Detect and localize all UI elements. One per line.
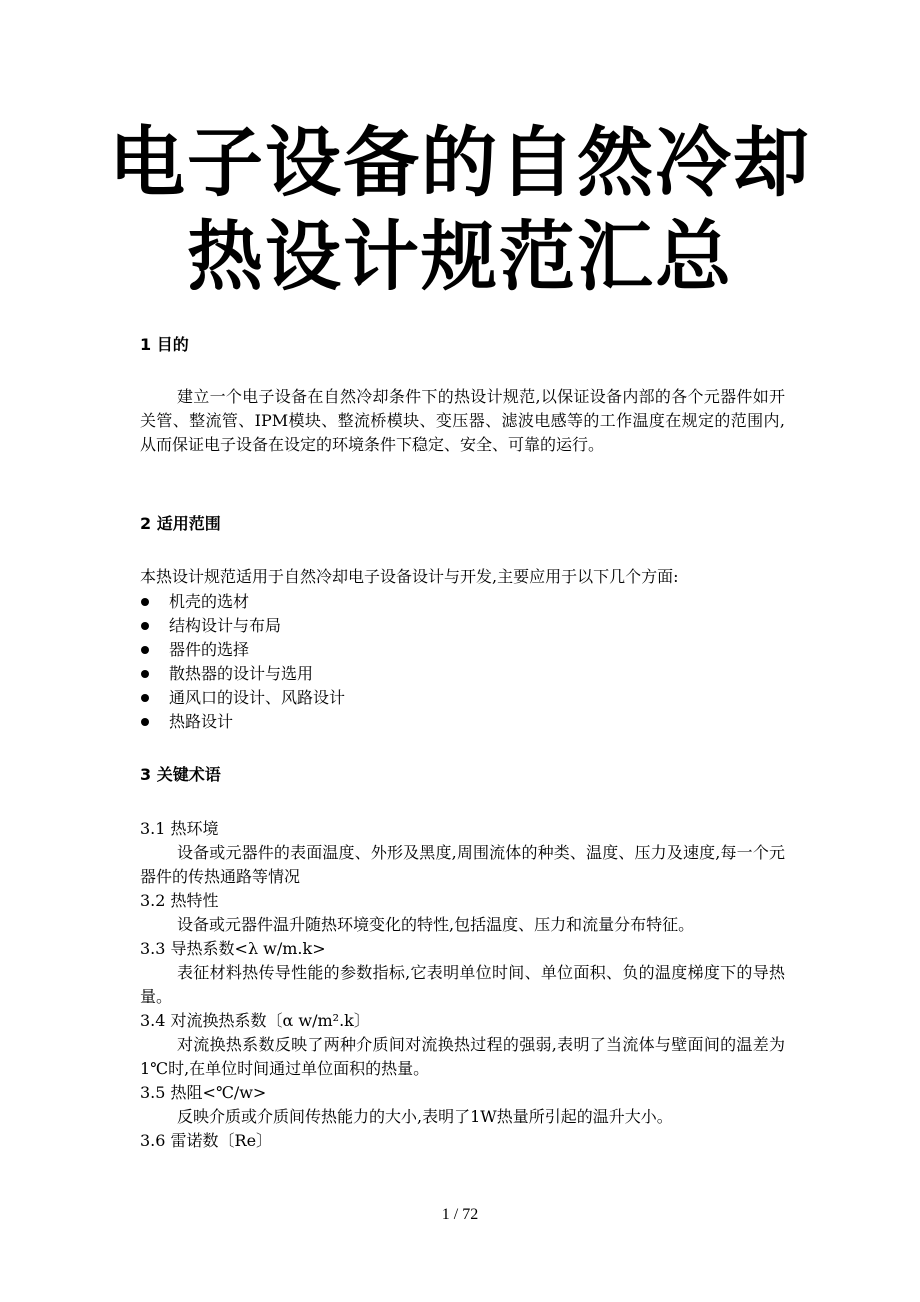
term-3-2-title: 3.2 热特性 <box>140 891 219 910</box>
term-3-1-title: 3.1 热环境 <box>140 819 219 838</box>
term-3-5-text: 反映介质或介质间传热能力的大小,表明了1W热量所引起的温升大小。 <box>177 1107 673 1126</box>
bullet-icon <box>141 694 149 702</box>
term-3-3-title: 3.3 导热系数<λ w/m.k> <box>140 939 326 958</box>
bullet-icon <box>141 598 149 606</box>
page-number: 1 / 72 <box>441 1206 479 1223</box>
term-3-5-title: 3.5 热阻<℃/w> <box>140 1083 267 1102</box>
term-3-2-text: 设备或元器件温升随热环境变化的特性,包括温度、压力和流量分布特征。 <box>177 915 695 934</box>
list-item-label: 器件的选择 <box>169 640 250 659</box>
bullet-icon <box>141 670 149 678</box>
term-3-4-title: 3.4 对流换热系数〔α w/m².k〕 <box>140 1011 370 1030</box>
list-item-label: 热路设计 <box>169 712 234 731</box>
bullet-icon <box>141 646 149 654</box>
bullet-icon <box>141 718 149 726</box>
section-1-heading: 1 目的 <box>140 335 189 354</box>
section-3-heading: 3 关键术语 <box>140 765 221 784</box>
document-title-line-2: 热设计规范汇总 <box>187 212 733 301</box>
list-item-label: 通风口的设计、风路设计 <box>169 688 346 707</box>
section-2-paragraph: 本热设计规范适用于自然冷却电子设备设计与开发,主要应用于以下几个方面: <box>140 567 679 586</box>
term-3-1-text: 设备或元器件的表面温度、外形及黑度,周围流体的种类、温度、压力及速度,每一个元器件的传热通路等情况 <box>140 843 785 886</box>
term-3-3-text: 表征材料热传导性能的参数指标,它表明单位时间、单位面积、负的温度梯度下的导热量。 <box>140 963 785 1006</box>
list-item-label: 结构设计与布局 <box>169 616 282 635</box>
list-item-label: 机壳的选材 <box>169 592 250 611</box>
section-2-heading: 2 适用范围 <box>140 514 221 533</box>
bullet-icon <box>141 622 149 630</box>
document-title-line-1: 电子设备的自然冷却 <box>109 118 811 207</box>
term-3-6-title: 3.6 雷诺数〔Re〕 <box>140 1131 273 1150</box>
list-item-label: 散热器的设计与选用 <box>169 664 314 683</box>
term-3-4-text: 对流换热系数反映了两种介质间对流换热过程的强弱,表明了当流体与壁面间的温差为1℃时,在单位时间通过单位面积的热量。 <box>140 1035 785 1078</box>
section-1-paragraph: 建立一个电子设备在自然冷却条件下的热设计规范,以保证设备内部的各个元器件如开关管、整流管、IPM模块、整流桥模块、变压器、滤波电感等的工作温度在规定的范围内,从而保证电子设备在设定的环境条件下稳定、安全、可靠的运行。 <box>140 387 785 454</box>
